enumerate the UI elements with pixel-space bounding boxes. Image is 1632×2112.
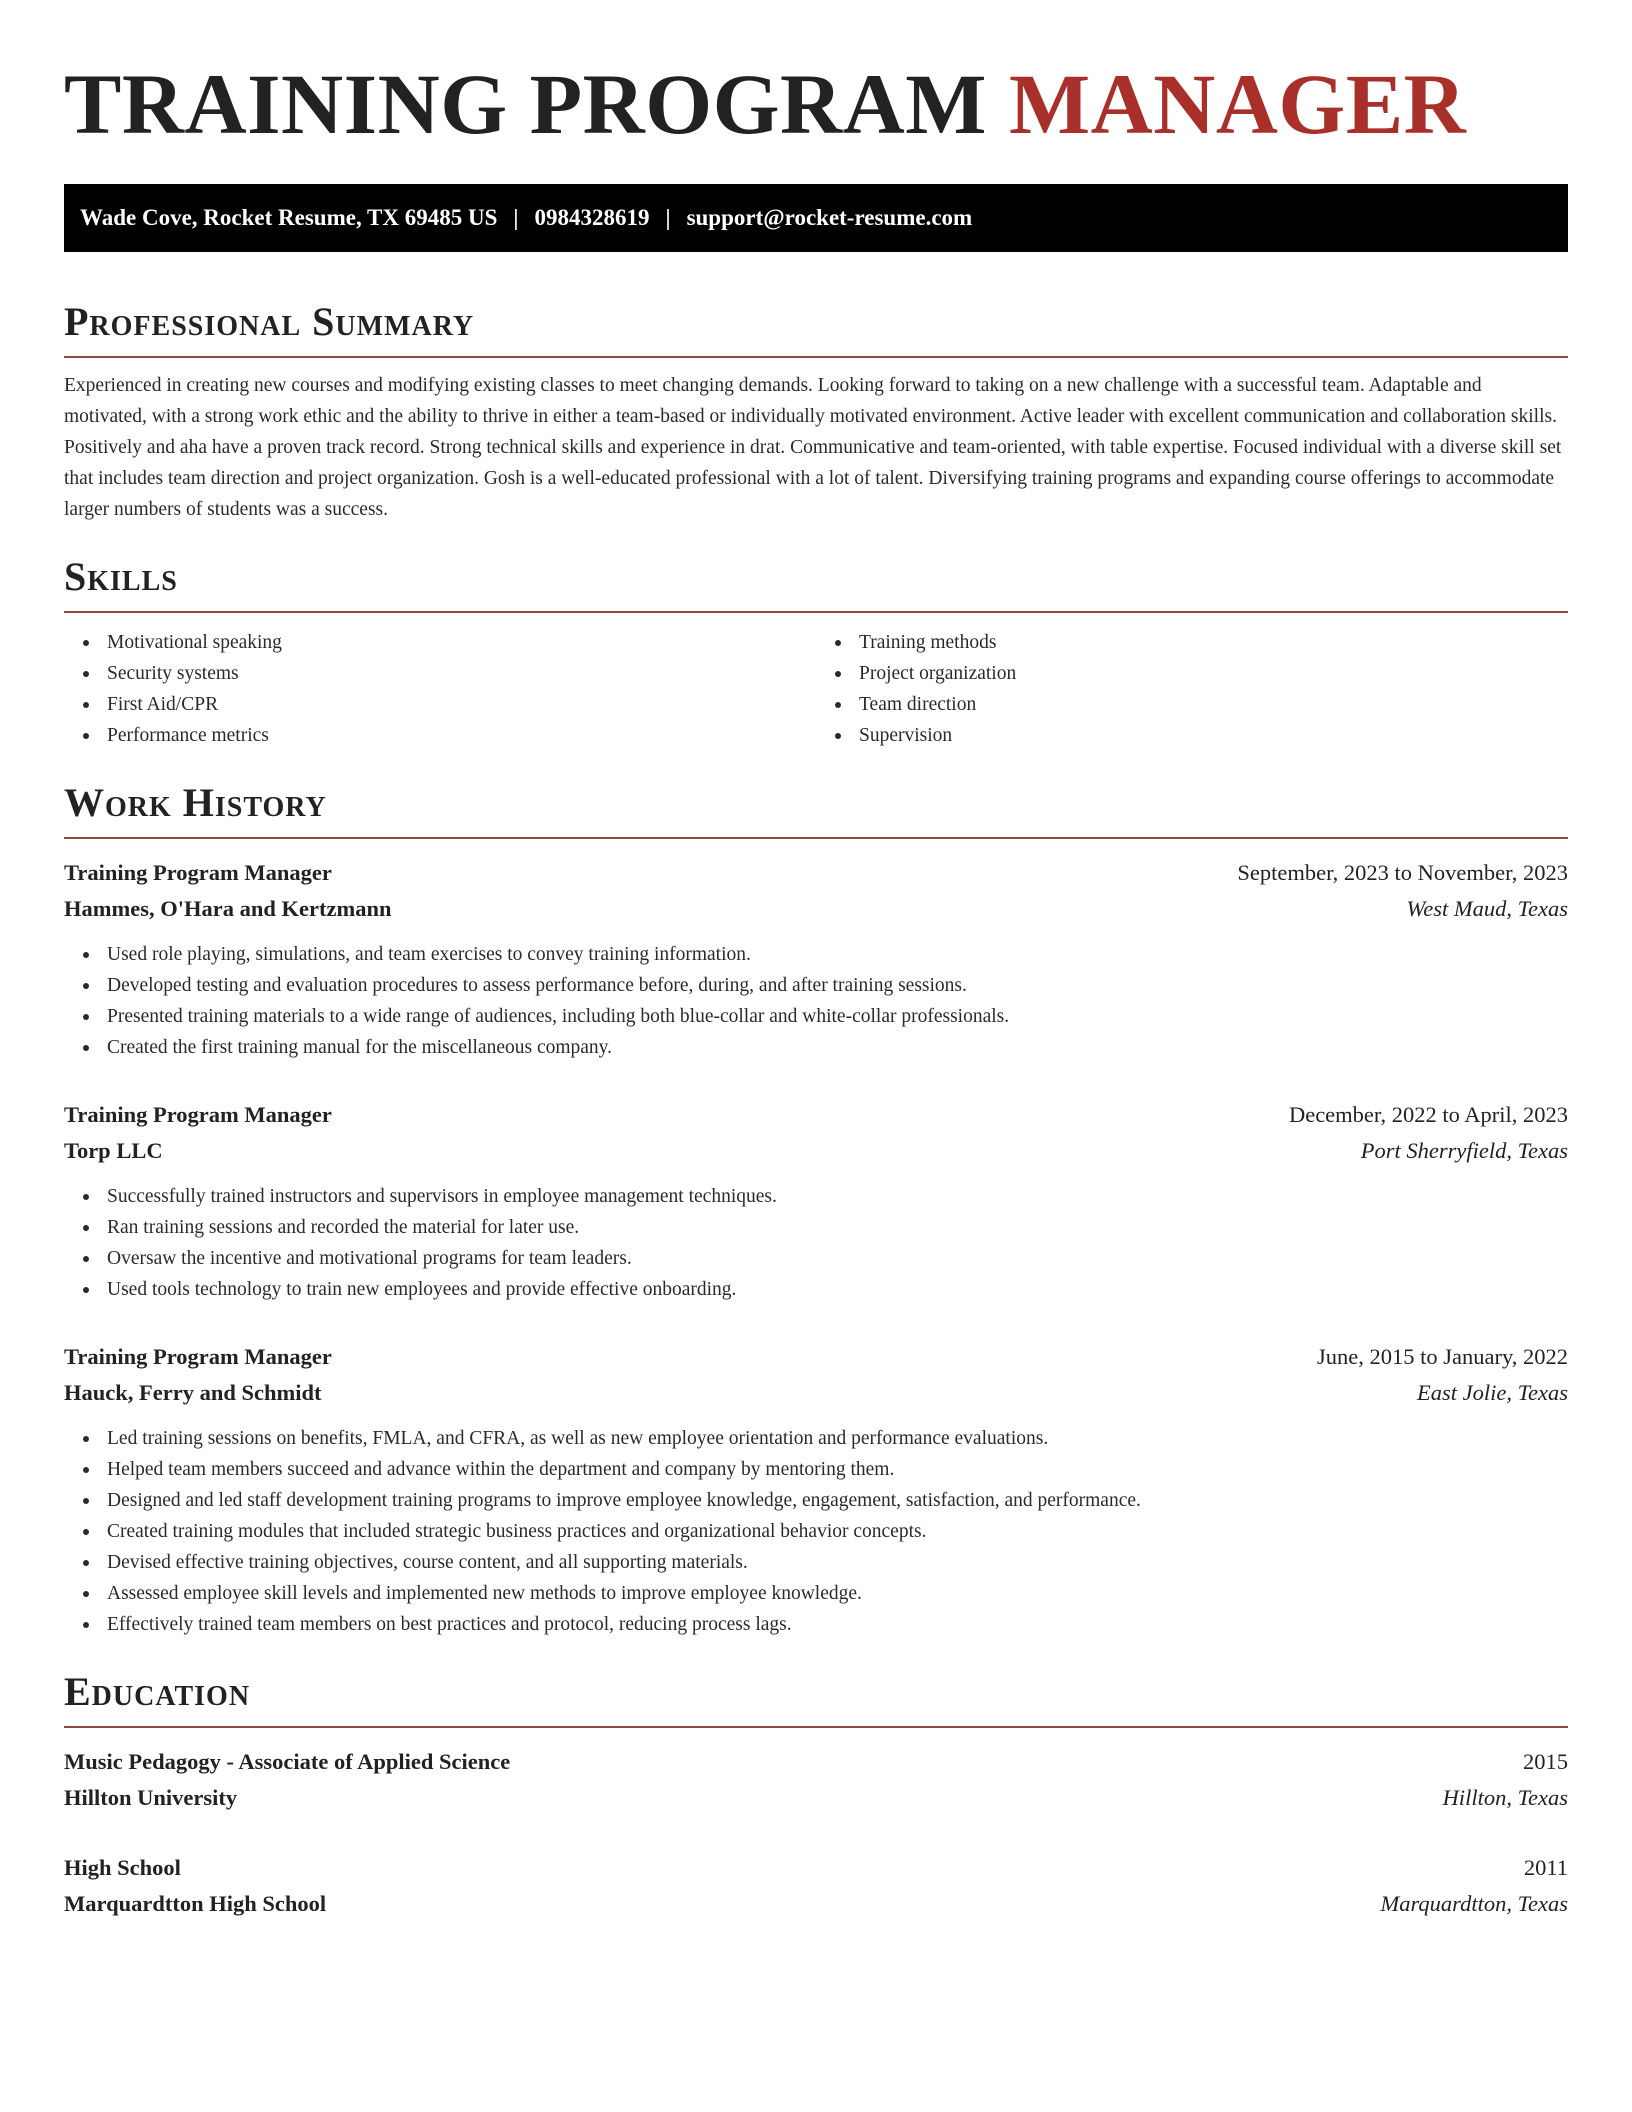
section-divider [64,356,1568,358]
job-bullet: Devised effective training objectives, course content, and all supporting materials. [107,1547,1568,1578]
section-divider [64,837,1568,839]
contact-email[interactable]: support@rocket-resume.com [686,205,973,230]
summary-section [64,298,1568,525]
job-company: Hammes, O'Hara and Kertzmann [64,896,392,921]
work-history-section [64,779,1568,1640]
job-bullet: Designed and led staff development training programs to improve employee knowledge, engagement, satisfaction, and performance. [107,1485,1568,1516]
education-degree: Music Pedagogy - Associate of Applied Science [64,1749,511,1774]
job-company: Torp LLC [64,1138,163,1163]
job-bullet: Effectively trained team members on best practices and protocol, reducing process lags. [107,1609,1568,1640]
title-main: TRAINING PROGRAM [64,56,1009,152]
job-entry [64,855,1568,1063]
education-location: Marquardtton, Texas [1380,1891,1568,1916]
work-history-heading: Work History [64,780,327,825]
job-bullet: Assessed employee skill levels and implemented new methods to improve employee knowledge. [107,1578,1568,1609]
job-bullets [64,939,1568,1063]
job-bullet: Oversaw the incentive and motivational programs for team leaders. [107,1243,1568,1274]
skill-item: Supervision [859,720,1568,751]
contact-separator: | [665,205,671,230]
education-section [64,1668,1568,1922]
skill-item: Security systems [107,658,816,689]
page-title [64,0,1568,150]
skill-item: Training methods [859,627,1568,658]
skills-grid [64,627,1568,751]
education-year: 2011 [1523,1855,1568,1880]
education-heading: Education [64,1669,251,1714]
job-bullet: Used tools technology to train new employees and provide effective onboarding. [107,1274,1568,1305]
job-bullet: Presented training materials to a wide range of audiences, including both blue-collar and white-collar professionals. [107,1001,1568,1032]
education-entry [64,1744,1568,1816]
summary-heading: Professional Summary [64,299,475,344]
job-dates: December, 2022 to April, 2023 [1288,1102,1568,1127]
skills-list-right [816,627,1568,751]
contact-bar [64,184,1568,252]
education-location: Hillton, Texas [1442,1785,1568,1810]
job-bullet: Used role playing, simulations, and team exercises to convey training information. [107,939,1568,970]
job-dates: September, 2023 to November, 2023 [1237,860,1568,885]
skill-item: First Aid/CPR [107,689,816,720]
job-bullet: Created the first training manual for the miscellaneous company. [107,1032,1568,1063]
job-title: Training Program Manager [64,1344,332,1369]
skill-item: Team direction [859,689,1568,720]
skills-heading: Skills [64,554,178,599]
job-dates: June, 2015 to January, 2022 [1316,1344,1568,1369]
job-location: West Maud, Texas [1406,896,1568,921]
title-accent: MANAGER [1008,56,1467,152]
section-divider [64,611,1568,613]
job-location: East Jolie, Texas [1416,1380,1568,1405]
job-bullet: Developed testing and evaluation procedures to assess performance before, during, and after training sessions. [107,970,1568,1001]
education-year: 2015 [1523,1749,1568,1774]
skills-section [64,553,1568,751]
job-bullet: Helped team members succeed and advance within the department and company by mentoring them. [107,1454,1568,1485]
skill-item: Motivational speaking [107,627,816,658]
skill-item: Project organization [859,658,1568,689]
skill-item: Performance metrics [107,720,816,751]
job-location: Port Sherryfield, Texas [1360,1138,1568,1163]
job-bullet: Created training modules that included strategic business practices and organizational behavior concepts. [107,1516,1568,1547]
section-divider [64,1726,1568,1728]
job-entry [64,1339,1568,1640]
education-degree: High School [64,1855,181,1880]
job-company: Hauck, Ferry and Schmidt [64,1380,322,1405]
job-title: Training Program Manager [64,860,332,885]
job-bullets [64,1423,1568,1640]
contact-address: Wade Cove, Rocket Resume, TX 69485 US [80,205,498,230]
contact-separator: | [513,205,519,230]
education-school: Marquardtton High School [64,1891,327,1916]
job-bullets [64,1181,1568,1305]
job-title: Training Program Manager [64,1102,332,1127]
job-entry [64,1097,1568,1305]
education-school: Hillton University [64,1785,238,1810]
skills-list-left [64,627,816,751]
contact-phone: 0984328619 [534,205,650,230]
summary-text: Experienced in creating new courses and modifying existing classes to meet changing demands. Looking forward to taking on a new challenge with a successful team. Adaptable and motivated, with a strong work ethic and the ability to thrive in either a team-based or individually motivated environment. Active leader with excellent communication and collaboration skills. Positively and aha have a proven track record. Strong technical skills and experience in drat. Communicative and team-oriented, with table expertise. Focused individual with a diverse skill set that includes team direction and project organization. Gosh is a well-educated professional with a lot of talent. Diversifying training programs and expanding course offerings to accommodate larger numbers of students was a success. [64,375,1562,520]
education-entry [64,1850,1568,1922]
job-bullet: Led training sessions on benefits, FMLA, and CFRA, as well as new employee orientation and performance evaluations. [107,1423,1568,1454]
job-bullet: Ran training sessions and recorded the material for later use. [107,1212,1568,1243]
job-bullet: Successfully trained instructors and supervisors in employee management techniques. [107,1181,1568,1212]
